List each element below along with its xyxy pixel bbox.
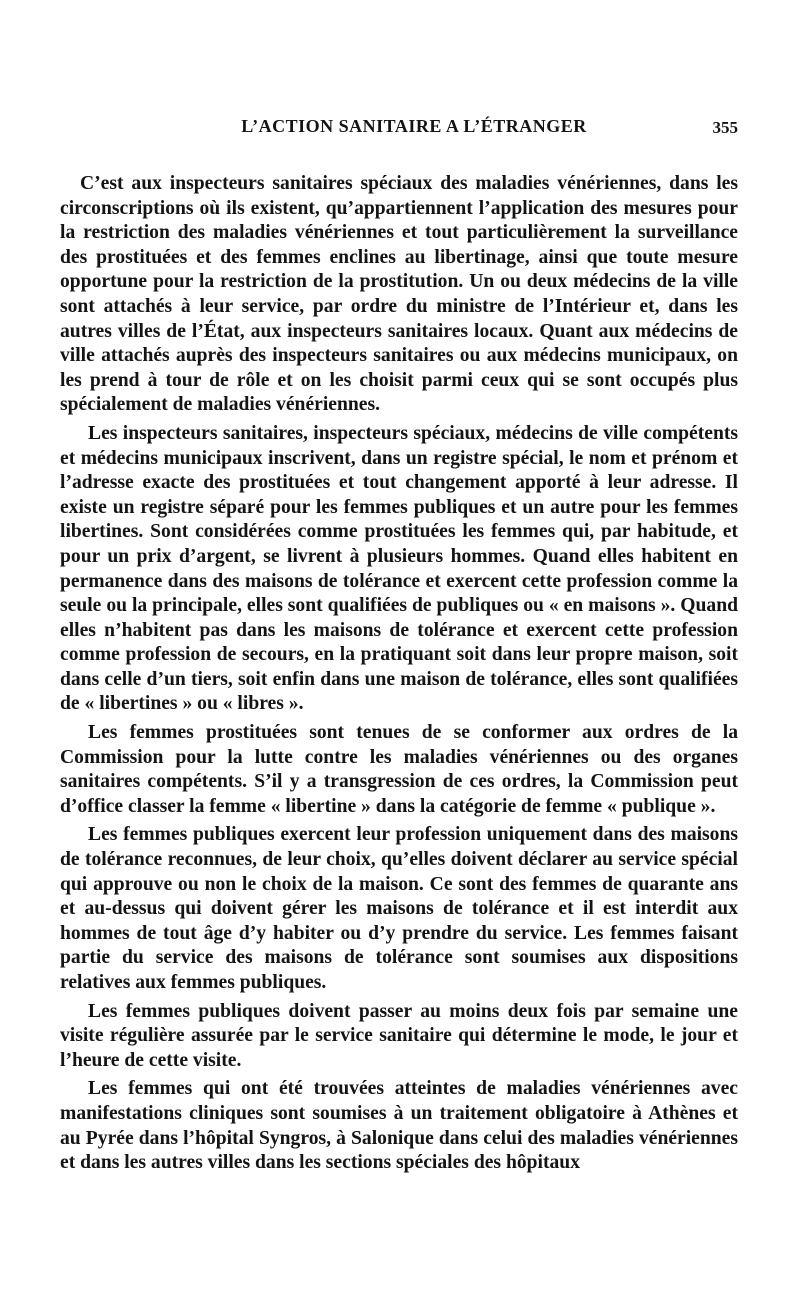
- paragraph-inspectors: C’est aux inspecteurs sanitaires spéciaux des maladies vénériennes, dans les circonscriptions où ils existent, qu’appartiennent l’application des mesures pour la restriction des maladies vénériennes et tout particulièrement la surveillance des prostituées et des femmes enclines au libertinage, ainsi que toute mesure opportune pour la restriction de la prostitution. Un ou deux médecins de la ville sont attachés à leur service, par ordre du ministre de l’Intérieur et, dans les autres villes de l’État, aux inspecteurs sanitaires locaux. Quant aux médecins de ville attachés auprès des inspecteurs sanitaires ou aux médecins municipaux, on les prend à tour de rôle et on les choisit parmi ceux qui se sont occupés plus spécialement de maladies vénériennes.: [60, 173, 738, 416]
- body-text: [60, 172, 738, 1176]
- paragraph-tolerance-houses: Les femmes publiques exercent leur profession uniquement dans des maisons de tolérance reconnues, de leur choix, qu’elles doivent déclarer au service spécial qui approuve ou non le choix de la maison. Ce sont des femmes de quarante ans et au-dessus qui doivent gérer les maisons de tolérance et il est interdit aux hommes de tout âge d’y habiter ou d’y prendre du service. Les femmes faisant partie du service des maisons de tolérance sont soumises aux dispositions relatives aux femmes publiques.: [60, 824, 738, 993]
- page-number: 355: [712, 118, 738, 137]
- paragraph-visits: Les femmes publiques doivent passer au moins deux fois par semaine une visite régulière assurée par le service sanitaire qui détermine le mode, le jour et l’heure de cette visite.: [60, 1000, 738, 1071]
- book-page: [60, 116, 738, 1180]
- running-header: [60, 116, 738, 146]
- paragraph-commission: Les femmes prostituées sont tenues de se conformer aux ordres de la Commission pour la lutte contre les maladies vénériennes ou des organes sanitaires compétents. S’il y a transgression de ces ordres, la Commission peut d’office classer la femme « libertine » dans la catégorie de femme « publique ».: [60, 722, 738, 817]
- paragraph-registers: Les inspecteurs sanitaires, inspecteurs spéciaux, médecins de ville compétents et médecins municipaux inscrivent, dans un registre spécial, le nom et prénom et l’adresse exacte des prostituées et tout changement apporté à leur adresse. Il existe un registre séparé pour les femmes publiques et un autre pour les femmes libertines. Sont considérées comme prostituées les femmes qui, par habitude, et pour un prix d’argent, se livrent à plusieurs hommes. Quand elles habitent en permanence dans des maisons de tolérance et exercent cette profession comme la seule ou la principale, elles sont qualifiées de publiques ou « en maisons ». Quand elles n’habitent pas dans les maisons de tolérance et exercent cette profession comme profession de secours, en la pratiquant soit dans leur propre maison, soit dans celle d’un tiers, soit enfin dans une maison de tolérance, elles sont qualifiées de « libertines » ou « libres ».: [60, 422, 738, 715]
- paragraph-treatment: Les femmes qui ont été trouvées atteintes de maladies vénériennes avec manifestations cliniques sont soumises à un traitement obligatoire à Athènes et au Pyrée dans l’hôpital Syngros, à Salonique dans celui des maladies vénériennes et dans les autres villes dans les sections spéciales des hôpitaux: [60, 1078, 738, 1174]
- running-title: L’ACTION SANITAIRE A L’ÉTRANGER: [241, 116, 587, 136]
